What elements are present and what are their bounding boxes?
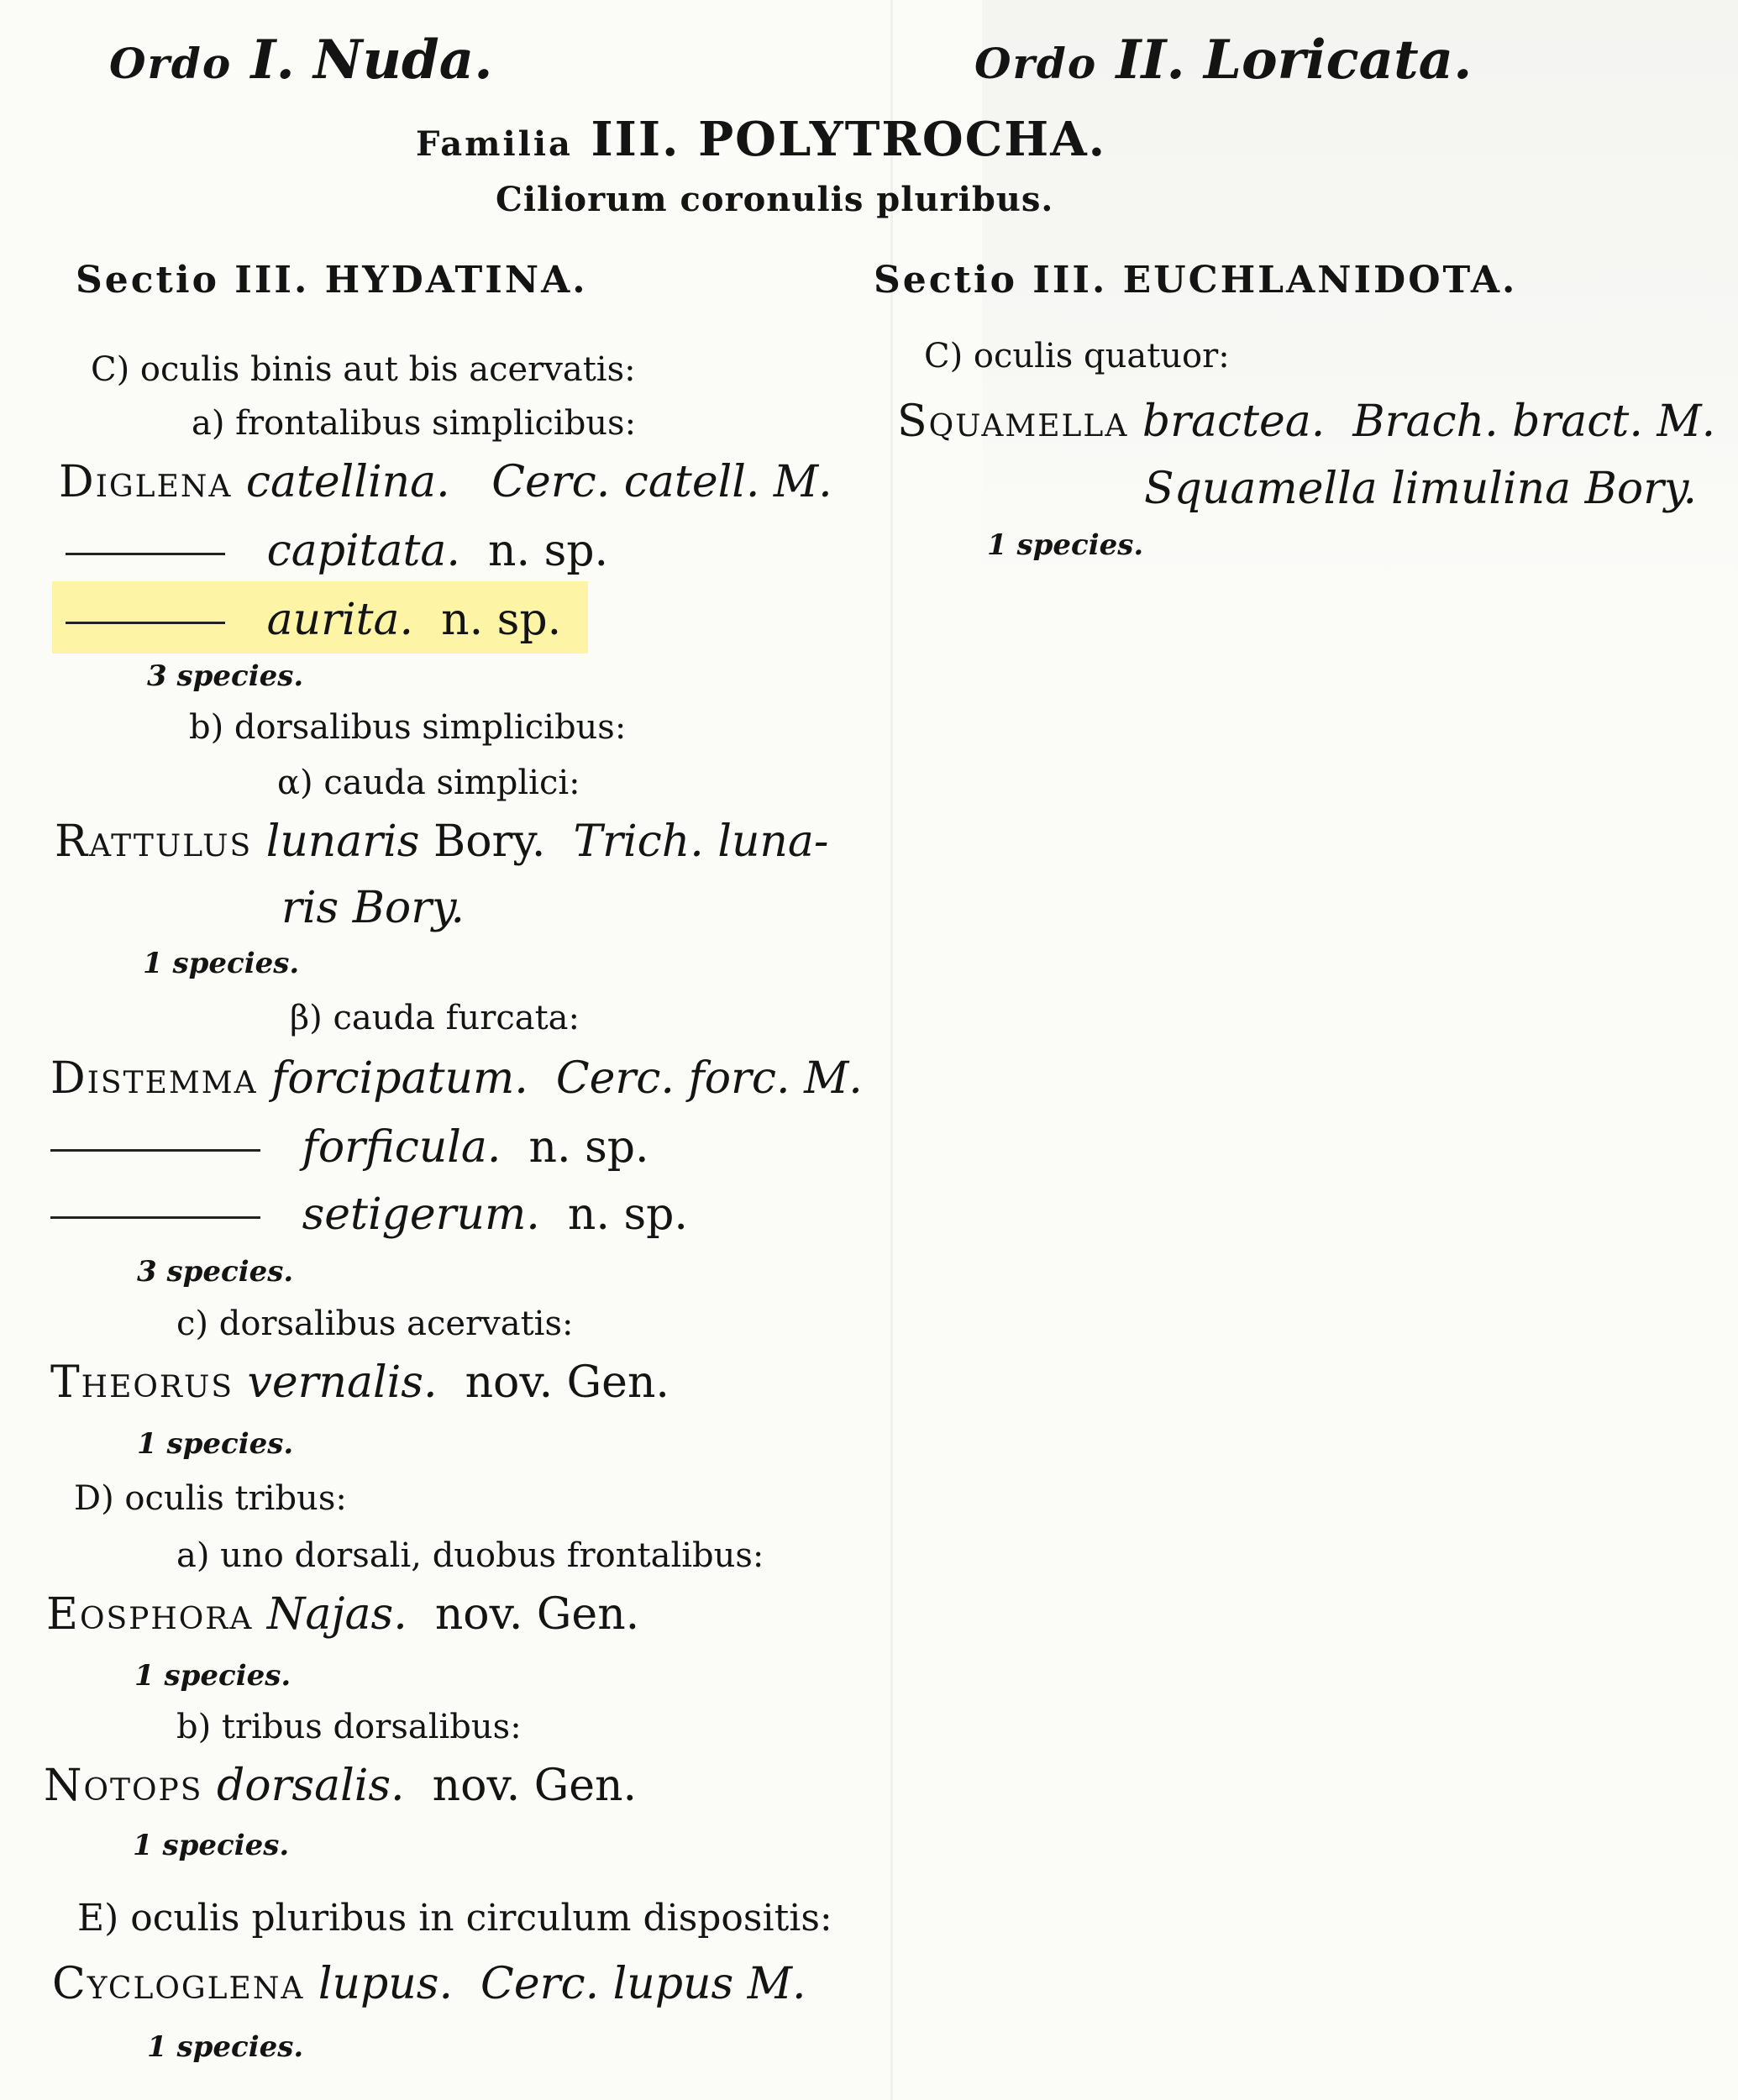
section-name: HYDATINA. [324,259,588,302]
species-name: forcipatum. [271,1053,528,1104]
familia-numeral: III. [591,112,680,167]
subgroup-c-dorsal-acervatis: c) dorsalibus acervatis: [176,1305,574,1343]
taxon-eosphora-najas [46,1589,640,1640]
species-name: dorsalis. [216,1761,405,1811]
genus-name: Distemma [50,1053,258,1104]
familia-prefix: Familia [416,124,573,164]
taxon-diglena-capitata [66,526,609,576]
section-label: Sectio III. [76,259,310,302]
species-note: n. sp. [488,526,609,576]
subgroup-b-tribus-dorsalibus: b) tribus dorsalibus: [176,1708,522,1746]
species-count: 1 species. [133,1829,290,1862]
species-count: 1 species. [137,1427,294,1461]
group-c-heading: C) oculis binis aut bis acervatis: [91,350,636,389]
genus-name: Theorus [50,1357,234,1408]
species-name: lunaris [265,816,420,867]
synonym-continuation: ris Bory. [281,883,465,933]
genus-name: Diglena [59,457,233,507]
right-section-heading [874,259,1518,302]
section-name: EUCHLANIDOTA. [1122,259,1518,302]
species-name: aurita. [266,595,414,645]
species-note: n. sp. [441,595,562,645]
ordo-numeral: I. [250,29,295,92]
species-name: vernalis. [247,1357,438,1408]
species-name: bractea. [1142,396,1326,447]
subgroup-beta: β) cauda furcata: [290,999,580,1037]
author: Bory. [433,816,546,867]
taxon-rattulus-lunaris [55,816,829,867]
genus-name: Notops [44,1761,203,1811]
right-group-c-heading: C) oculis quatuor: [924,337,1230,375]
species-name: setigerum. [302,1189,540,1240]
ordo-name: Nuda. [313,29,493,92]
species-note: n. sp. [528,1122,649,1173]
section-label: Sectio III. [874,259,1108,302]
subgroup-alpha: α) cauda simplici: [277,764,580,802]
species-count: 3 species. [137,1255,294,1289]
familia-subtitle: Ciliorum coronulis pluribus. [496,180,1054,219]
synonym: Trich. luna- [573,816,829,867]
taxon-theorus-vernalis [50,1357,669,1408]
species-name: Najas. [266,1589,407,1640]
genus-note: nov. Gen. [432,1761,638,1811]
group-e-heading: E) oculis pluribus in circulum dispositis: [77,1897,832,1940]
left-section-heading [76,259,588,302]
ditto-dash [66,622,225,624]
taxon-diglena-catellina [59,457,832,507]
ordo-prefix: Ordo [109,39,233,88]
taxon-distemma-forcipatum [50,1053,863,1104]
taxon-cycloglena-lupus [52,1959,806,2009]
synonym-squamella-limulina: Squamella limulina Bory. [1144,464,1697,514]
species-count: 1 species. [147,2030,304,2064]
synonym: Cerc. catell. M. [491,457,832,507]
synonym: Brach. bract. M. [1352,396,1716,447]
genus-name: Squamella [897,396,1129,447]
species-count: 1 species. [987,528,1144,562]
ditto-dash [50,1216,260,1219]
genus-name: Eosphora [46,1589,254,1640]
synonym: Cerc. lupus M. [480,1959,806,2009]
ordo-prefix: Ordo [974,39,1098,88]
familia-name: POLYTROCHA. [698,112,1107,167]
group-d-heading: D) oculis tribus: [74,1479,347,1518]
genus-name: Cycloglena [52,1959,305,2009]
species-name: catellina. [245,457,450,507]
taxon-squamella-bractea [897,396,1716,447]
subgroup-a-uno-dorsali: a) uno dorsali, duobus frontalibus: [176,1536,764,1575]
taxon-distemma-setigerum [50,1189,688,1240]
right-ordo-heading [974,29,1473,92]
genus-name: Rattulus [55,816,253,867]
genus-note: nov. Gen. [434,1589,640,1640]
familia-heading [416,112,1107,167]
taxon-distemma-forficula [50,1122,649,1173]
species-note: n. sp. [567,1189,688,1240]
species-name: forficula. [302,1122,501,1173]
genus-note: nov. Gen. [465,1357,669,1408]
species-name: lupus. [318,1959,453,2009]
ordo-name: Loricata. [1203,29,1473,92]
species-count: 1 species. [134,1659,291,1693]
synonym: Cerc. forc. M. [555,1053,863,1104]
ditto-dash [66,553,225,555]
species-count: 3 species. [147,659,304,693]
taxon-notops-dorsalis [44,1761,638,1811]
subgroup-b-dorsal: b) dorsalibus simplicibus: [189,708,627,747]
species-name: capitata. [266,526,460,576]
taxon-diglena-aurita [66,595,562,645]
ordo-numeral: II. [1116,29,1185,92]
column-gutter [890,0,893,2100]
ditto-dash [50,1149,260,1152]
species-count: 1 species. [143,947,300,980]
subgroup-a-frontal: a) frontalibus simplicibus: [192,404,637,443]
left-ordo-heading [109,29,493,92]
